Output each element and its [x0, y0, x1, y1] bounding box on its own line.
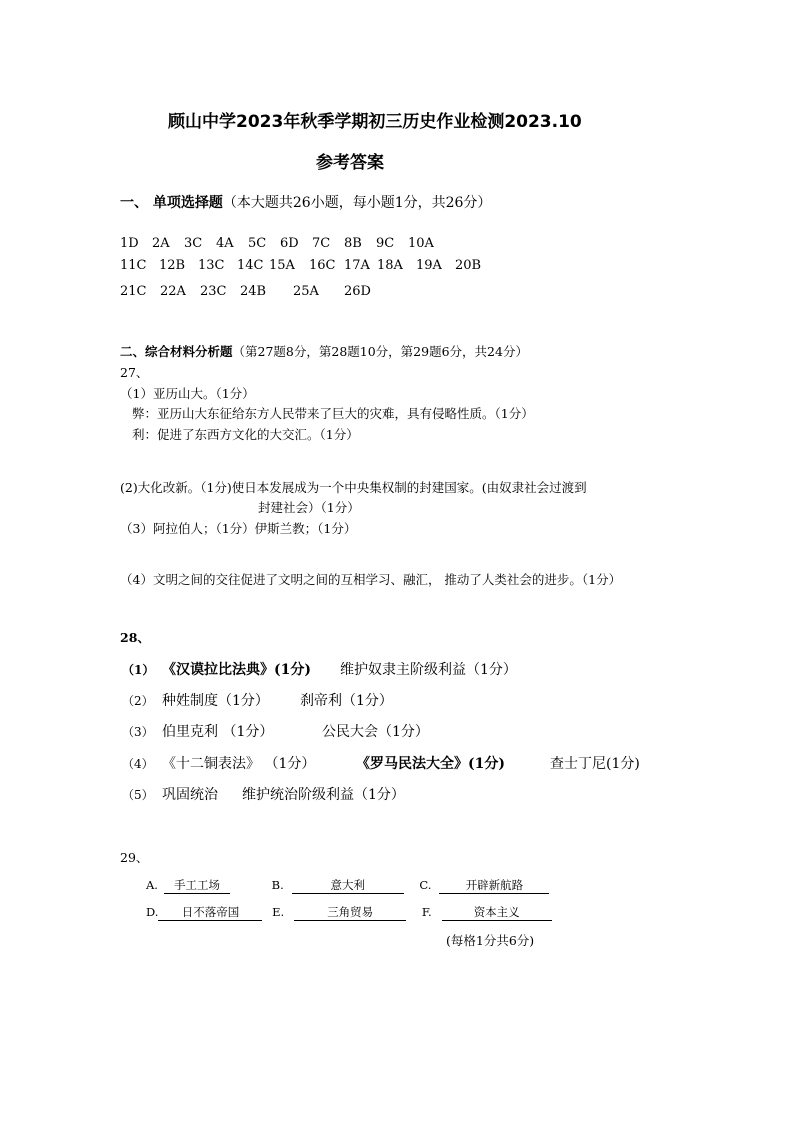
blank-letter: C.: [419, 878, 432, 892]
q28-answer-a: 伯里克利 （1分）: [162, 724, 274, 740]
blank-letter: A.: [146, 878, 158, 892]
blank-answer: 开辟新航路: [439, 878, 549, 894]
q28-label: 28、: [120, 630, 150, 645]
q28-item-number: （5）: [122, 788, 154, 802]
mc-answer: 1D: [120, 236, 139, 251]
page-subtitle: 参考答案: [316, 153, 384, 173]
mc-answer: 26D: [344, 284, 371, 299]
q28-item-number: （4）: [122, 757, 154, 771]
blank-answer: 手工工场: [164, 878, 230, 894]
blank-letter: F.: [421, 905, 432, 919]
q28-answer-b: 公民大会（1分）: [322, 724, 429, 740]
q28-item-number: （2）: [122, 694, 154, 708]
mc-answer: 18A: [377, 258, 403, 273]
mc-answer: 5C: [248, 236, 267, 251]
q28-answer-b: 刹帝利（1分）: [300, 693, 393, 709]
mc-answer: 19A: [416, 258, 442, 273]
q28-answer-a: 巩固统治: [162, 787, 218, 803]
q28-answer-a: 《汉谟拉比法典》(1分): [162, 662, 311, 678]
q27-line: （3）阿拉伯人；（1分）伊斯兰教；（1分）: [120, 521, 357, 536]
q28-answer-b: 维护统治阶级利益（1分）: [242, 787, 405, 803]
mc-answer: 2A: [152, 236, 170, 251]
page-title: 顾山中学2023年秋季学期初三历史作业检测2023.10: [168, 112, 582, 132]
q29-label: 29、: [120, 850, 149, 865]
blank-answer: 日不落帝国: [158, 905, 262, 921]
q28-answer-c: 查士丁尼(1分): [550, 756, 640, 772]
blank-answer: 意大利: [292, 878, 404, 894]
mc-answer: 14C: [237, 258, 264, 273]
mc-answer: 15A: [269, 258, 295, 273]
blank-letter: B.: [271, 878, 284, 892]
mc-answer: 21C: [120, 284, 147, 299]
mc-answer: 13C: [198, 258, 225, 273]
q27-line: 弊：亚历山大东征给东方人民带来了巨大的灾难，具有侵略性质。（1分）: [132, 406, 534, 421]
q27-line: （1）亚历山大。（1分）: [120, 386, 255, 401]
q29-scoring-note: (每格1分共6分): [446, 933, 535, 948]
mc-answer: 4A: [216, 236, 234, 251]
mc-answer: 24B: [240, 284, 267, 299]
q27-label: 27、: [120, 365, 149, 380]
mc-answer: 16C: [309, 258, 336, 273]
mc-answer: 25A: [293, 284, 319, 299]
section2-header: [120, 342, 528, 360]
section1-header: [120, 192, 491, 212]
mc-row-3: [120, 284, 384, 299]
q28-answer-a: 种姓制度（1分）: [162, 693, 269, 709]
q28-item: [122, 753, 640, 773]
mc-answer: 11C: [120, 258, 147, 273]
q28-item: [122, 690, 393, 710]
blank-answer: 资本主义: [442, 905, 552, 921]
q28-item: [122, 721, 429, 741]
mc-answer: 6D: [280, 236, 299, 251]
mc-answer: 20B: [455, 258, 482, 273]
q27-line: 封建社会）（1分）: [258, 500, 360, 515]
mc-answer: 23C: [200, 284, 227, 299]
mc-answer: 17A: [344, 258, 370, 273]
q28-answer-a: 《十二铜表法》 （1分）: [162, 756, 316, 772]
q27-line: （4）文明之间的交往促进了文明之间的互相学习、融汇， 推动了人类社会的进步。（1分）: [120, 572, 622, 587]
section2-heading: 二、综合材料分析题: [120, 344, 233, 359]
mc-answer: 8B: [344, 236, 362, 251]
q27-line: 利：促进了东西方文化的大交汇。（1分）: [132, 427, 359, 442]
blank-letter: E.: [272, 905, 285, 919]
section2-note: （第27题8分，第28题10分，第29题6分，共24分）: [232, 344, 528, 359]
section1-heading: 一、 单项选择题: [120, 195, 223, 211]
blank-letter: D.: [146, 905, 159, 919]
q29-row-2: [146, 905, 552, 921]
mc-answer: 9C: [376, 236, 395, 251]
mc-row-2: [120, 258, 494, 273]
q28-answer-b: 维护奴隶主阶级利益（1分）: [340, 662, 517, 678]
q28-item: [122, 784, 405, 804]
mc-row-1: [120, 236, 448, 251]
mc-answer: 22A: [160, 284, 186, 299]
q28-item: [122, 659, 517, 679]
section1-note: （本大题共26小题，每小题1分，共26分）: [222, 195, 492, 211]
q28-item-number: （3）: [122, 725, 154, 739]
mc-answer: 7C: [312, 236, 331, 251]
q27-line: (2)大化改新。（1分)使日本发展成为一个中央集权制的封建国家。(由奴隶社会过渡到: [120, 480, 587, 495]
mc-answer: 10A: [408, 236, 434, 251]
mc-answer: 3C: [184, 236, 203, 251]
mc-answer: 12B: [159, 258, 186, 273]
q28-answer-b: 《罗马民法大全》(1分): [356, 756, 505, 772]
q28-item-number: （1）: [122, 663, 155, 677]
q29-row-1: [146, 878, 549, 894]
blank-answer: 三角贸易: [294, 905, 406, 921]
